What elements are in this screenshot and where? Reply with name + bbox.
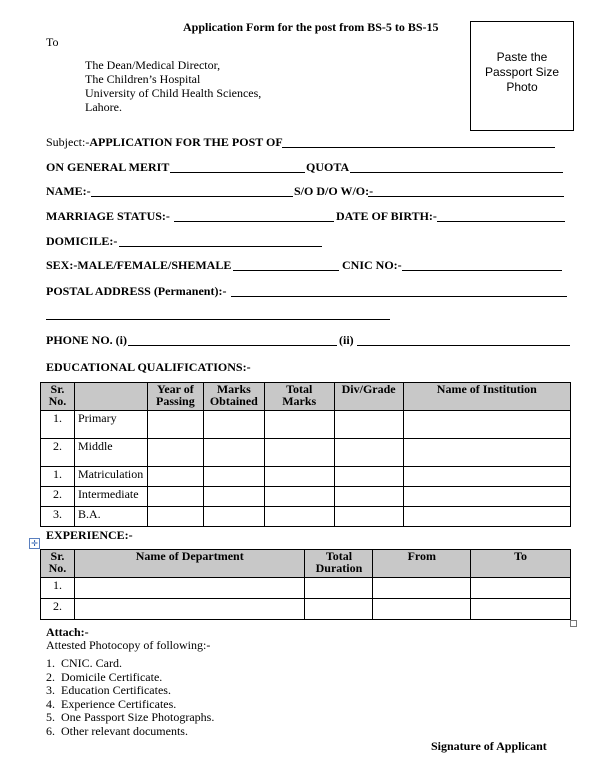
- list-item: 5. One Passport Size Photographs.: [46, 710, 215, 725]
- attachments-list: [46, 657, 214, 739]
- phone-i-blank[interactable]: [128, 345, 337, 346]
- grade-cell[interactable]: [334, 487, 403, 507]
- post-blank[interactable]: [282, 147, 555, 148]
- total-cell[interactable]: [264, 507, 334, 527]
- address-line: The Children’s Hospital: [85, 72, 201, 86]
- grade-cell[interactable]: [334, 439, 403, 467]
- table-resize-handle[interactable]: [570, 620, 577, 627]
- subject-text: APPLICATION FOR THE POST OF: [89, 135, 283, 149]
- department-cell[interactable]: [74, 578, 305, 599]
- quota-blank[interactable]: [350, 172, 563, 173]
- from-cell[interactable]: [373, 599, 471, 620]
- level-cell: Primary: [74, 411, 147, 439]
- signature-label: Signature of Applicant: [431, 739, 547, 753]
- level-cell: Intermediate: [74, 487, 147, 507]
- sr-cell: 2.: [41, 439, 75, 467]
- duration-cell[interactable]: [305, 578, 373, 599]
- total-cell[interactable]: [264, 467, 334, 487]
- sex-label: SEX:-MALE/FEMALE/SHEMALE: [46, 258, 232, 272]
- duration-cell[interactable]: [305, 599, 373, 620]
- cnic-blank[interactable]: [402, 270, 562, 271]
- phone-ii-blank[interactable]: [357, 345, 570, 346]
- sr-cell: 2.: [41, 599, 75, 620]
- name-blank[interactable]: [91, 196, 293, 197]
- header-sr-no: Sr. No.: [41, 383, 75, 411]
- dob-blank[interactable]: [437, 221, 565, 222]
- sr-cell: 2.: [41, 487, 75, 507]
- photo-box-text: Passport Size: [484, 65, 560, 79]
- marriage-status-blank[interactable]: [174, 221, 334, 222]
- address-line: Lahore.: [85, 100, 122, 114]
- passport-photo-box: [470, 21, 574, 131]
- marks-cell[interactable]: [203, 467, 264, 487]
- experience-table: [40, 549, 571, 620]
- address-line: The Dean/Medical Director,: [85, 58, 221, 72]
- phone-i-label: PHONE NO. (i): [46, 333, 127, 347]
- from-cell[interactable]: [373, 578, 471, 599]
- quota-label: QUOTA: [306, 160, 350, 174]
- institution-cell[interactable]: [403, 467, 570, 487]
- dob-label: DATE OF BIRTH:-: [336, 209, 437, 223]
- sr-cell: 1.: [41, 578, 75, 599]
- header-div-grade: Div/Grade: [334, 383, 403, 411]
- postal-address-blank-2[interactable]: [46, 319, 390, 320]
- attach-heading: Attach:-: [46, 625, 89, 639]
- marriage-status-label: MARRIAGE STATUS:-: [46, 209, 170, 223]
- list-item: 1. CNIC. Card.: [46, 656, 122, 670]
- table-row: [41, 599, 571, 620]
- list-item: 2. Domicile Certificate.: [46, 669, 163, 684]
- form-title: Application Form for the post from BS-5 to BS-15: [183, 20, 439, 34]
- to-label: To: [46, 35, 59, 49]
- to-cell[interactable]: [471, 599, 571, 620]
- cnic-label: CNIC NO:-: [342, 258, 402, 272]
- list-item: 6. Other relevant documents.: [46, 723, 188, 738]
- education-heading: EDUCATIONAL QUALIFICATIONS:-: [46, 360, 251, 374]
- header-sr-no: Sr. No.: [41, 550, 75, 578]
- marks-cell[interactable]: [203, 411, 264, 439]
- level-cell: Middle: [74, 439, 147, 467]
- header-department: Name of Department: [74, 550, 305, 578]
- postal-address-blank[interactable]: [231, 296, 567, 297]
- education-header-row: [41, 383, 571, 411]
- photo-box-text: Photo: [506, 80, 538, 94]
- grade-cell[interactable]: [334, 467, 403, 487]
- year-cell[interactable]: [147, 411, 203, 439]
- year-cell[interactable]: [147, 507, 203, 527]
- header-marks-obtained: Marks Obtained: [203, 383, 264, 411]
- table-row: [41, 578, 571, 599]
- department-cell[interactable]: [74, 599, 305, 620]
- year-cell[interactable]: [147, 439, 203, 467]
- total-cell[interactable]: [264, 439, 334, 467]
- domicile-label: DOMICILE:-: [46, 234, 118, 248]
- general-merit-label: ON GENERAL MERIT: [46, 160, 170, 174]
- year-cell[interactable]: [147, 487, 203, 507]
- marks-cell[interactable]: [203, 487, 264, 507]
- name-label: NAME:-: [46, 184, 91, 198]
- table-move-handle-icon[interactable]: ✛: [29, 538, 40, 549]
- postal-address-label: POSTAL ADDRESS (Permanent):-: [46, 284, 227, 298]
- institution-cell[interactable]: [403, 439, 570, 467]
- institution-cell[interactable]: [403, 487, 570, 507]
- address-line: University of Child Health Sciences,: [85, 86, 262, 100]
- total-cell[interactable]: [264, 411, 334, 439]
- level-cell: B.A.: [74, 507, 147, 527]
- education-table: [40, 382, 571, 527]
- header-to: To: [471, 550, 571, 578]
- general-merit-blank[interactable]: [170, 172, 305, 173]
- grade-cell[interactable]: [334, 411, 403, 439]
- institution-cell[interactable]: [403, 507, 570, 527]
- sex-blank[interactable]: [233, 270, 339, 271]
- header-level: [74, 383, 147, 411]
- marks-cell[interactable]: [203, 439, 264, 467]
- header-year-of-passing: Year of Passing: [147, 383, 203, 411]
- sodowo-blank[interactable]: [368, 196, 564, 197]
- grade-cell[interactable]: [334, 507, 403, 527]
- header-from: From: [373, 550, 471, 578]
- experience-heading: EXPERIENCE:-: [46, 528, 133, 542]
- domicile-blank[interactable]: [119, 246, 322, 247]
- subject-line: [46, 135, 283, 150]
- year-cell[interactable]: [147, 467, 203, 487]
- table-row: [41, 507, 571, 527]
- total-cell[interactable]: [264, 487, 334, 507]
- table-row: [41, 439, 571, 467]
- level-cell: Matriculation: [74, 467, 147, 487]
- phone-ii-label: (ii): [339, 333, 354, 347]
- table-row: [41, 467, 571, 487]
- to-cell[interactable]: [471, 578, 571, 599]
- experience-header-row: [41, 550, 571, 578]
- header-total-duration: Total Duration: [305, 550, 373, 578]
- table-row: [41, 411, 571, 439]
- marks-cell[interactable]: [203, 507, 264, 527]
- photo-box-text: Paste the: [496, 50, 548, 64]
- table-row: [41, 487, 571, 507]
- subject-prefix: Subject:-: [46, 135, 90, 149]
- sr-cell: 1.: [41, 411, 75, 439]
- sodowo-label: S/O D/O W/O:-: [294, 184, 374, 198]
- header-institution: Name of Institution: [403, 383, 570, 411]
- sr-cell: 1.: [41, 467, 75, 487]
- list-item: 4. Experience Certificates.: [46, 696, 177, 711]
- institution-cell[interactable]: [403, 411, 570, 439]
- sr-cell: 3.: [41, 507, 75, 527]
- header-total-marks: Total Marks: [264, 383, 334, 411]
- attach-subheading: Attested Photocopy of following:-: [46, 638, 211, 652]
- addressee-block: [85, 58, 261, 114]
- list-item: 3. Education Certificates.: [46, 683, 171, 698]
